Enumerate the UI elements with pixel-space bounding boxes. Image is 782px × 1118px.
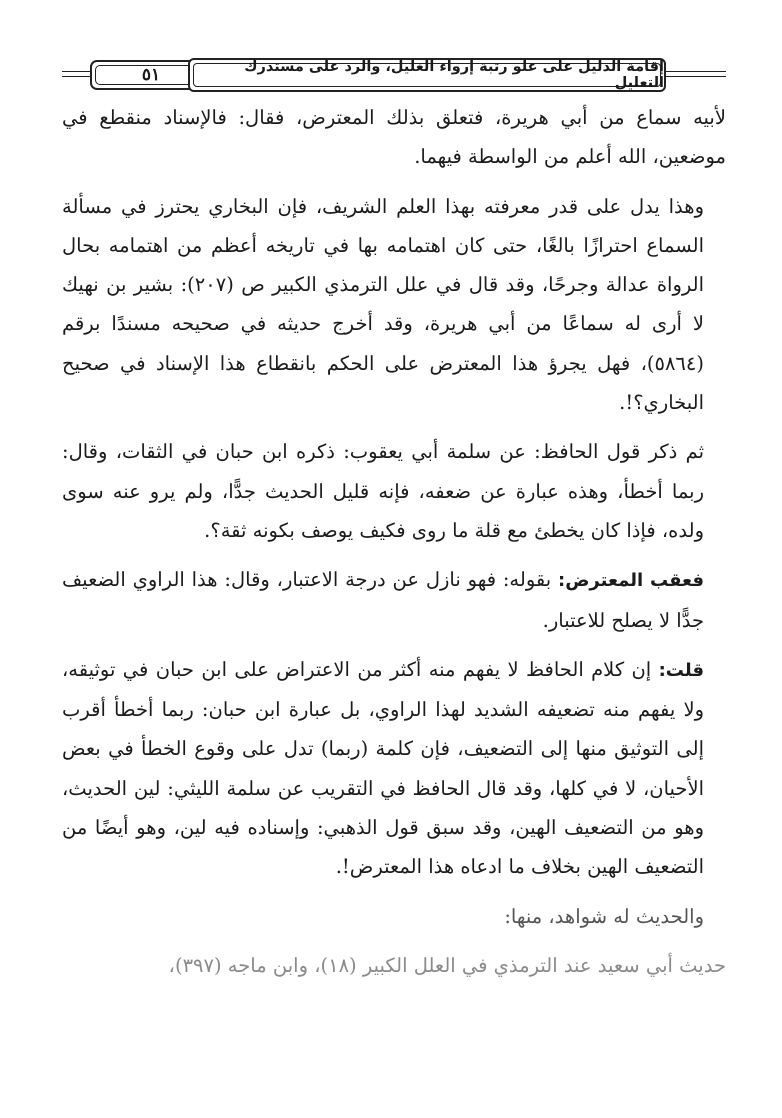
paragraph-text: والحديث له شواهد، منها:	[504, 904, 704, 928]
paragraph-text: إن كلام الحافظ لا يفهم منه أكثر من الاعتراض على ابن حبان في توثيقه، ولا يفهم منه تضعيفه الشديد لهذا الراوي، بل عبارة ابن حبان: ربما أخطأ أقرب إلى التوثيق منها إلى التضعيف، فإن كلمة (ربما) تدل على وقوع الخطأ في بعض الأحيان، لا في كلها، وقد قال الحافظ في التقريب عن سلمة الليثي: لين الحديث، وهو من التضعيف الهين، وقد سبق قول الذهبي: وإسناده فيه لين، وهو أيضًا من التضعيف الهين بخلاف ما ادعاه هذا المعترض!.	[62, 657, 704, 879]
paragraph-lead: فعقب المعترض:	[558, 570, 704, 592]
running-title-frame	[188, 58, 666, 92]
page-header	[62, 58, 726, 92]
paragraph-text: بقوله: فهو نازل عن درجة الاعتبار، وقال: هذا الراوي الضعيف جدًّا لا يصلح للاعتبار.	[62, 568, 704, 632]
paragraph-text: ثم ذكر قول الحافظ: عن سلمة أبي يعقوب: ذكره ابن حبان في الثقات، وقال: ربما أخطأ، وهذه عبارة عن ضعفه، فإنه قليل الحديث جدًّا، ولم يرو عنه سوى ولده، فإذا كان يخطئ مع قلة ما روى فكيف يوصف بكونه ثقة؟.	[62, 440, 704, 542]
page-body	[62, 98, 726, 995]
paragraph	[62, 650, 726, 887]
paragraph-text: لأبيه سماع من أبي هريرة، فتعلق بذلك المعترض، فقال: فالإسناد منقطع في موضعين، الله أعلم من الواسطة فيهما.	[62, 106, 726, 169]
paragraph	[62, 946, 726, 985]
paragraph-text: وهذا يدل على قدر معرفته بهذا العلم الشريف، فإن البخاري يحترز في مسألة السماع احترازًا بالغًا، حتى كان اهتمامه بها في تاريخه أعظم من اهتمامه بحال الرواة عدالة وجرحًا، وقد قال في علل الترمذي الكبير ص (٢٠٧): بشير بن نهيك لا أرى له سماعًا من أبي هريرة، وقد أخرج حديثه في صحيحه مسندًا برقم (٥٨٦٤)، فهل يجرؤ هذا المعترض على الحكم بانقطاع هذا الإسناد في صحيح البخاري؟!.	[62, 194, 705, 415]
running-title: إقامة الدليل على علو رتبة إرواء الغليل، والرد على مستدرك التعليل	[244, 59, 664, 91]
paragraph	[62, 560, 726, 640]
page-number: ٥١	[141, 65, 161, 85]
paragraph	[62, 432, 726, 550]
paragraph-lead: قلت:	[658, 659, 704, 681]
paragraph	[62, 897, 726, 936]
paragraph-text: حديث أبي سعيد عند الترمذي في العلل الكبير (١٨)، وابن ماجه (٣٩٧)،	[168, 953, 726, 977]
paragraph	[62, 98, 726, 177]
paragraph	[62, 187, 726, 423]
